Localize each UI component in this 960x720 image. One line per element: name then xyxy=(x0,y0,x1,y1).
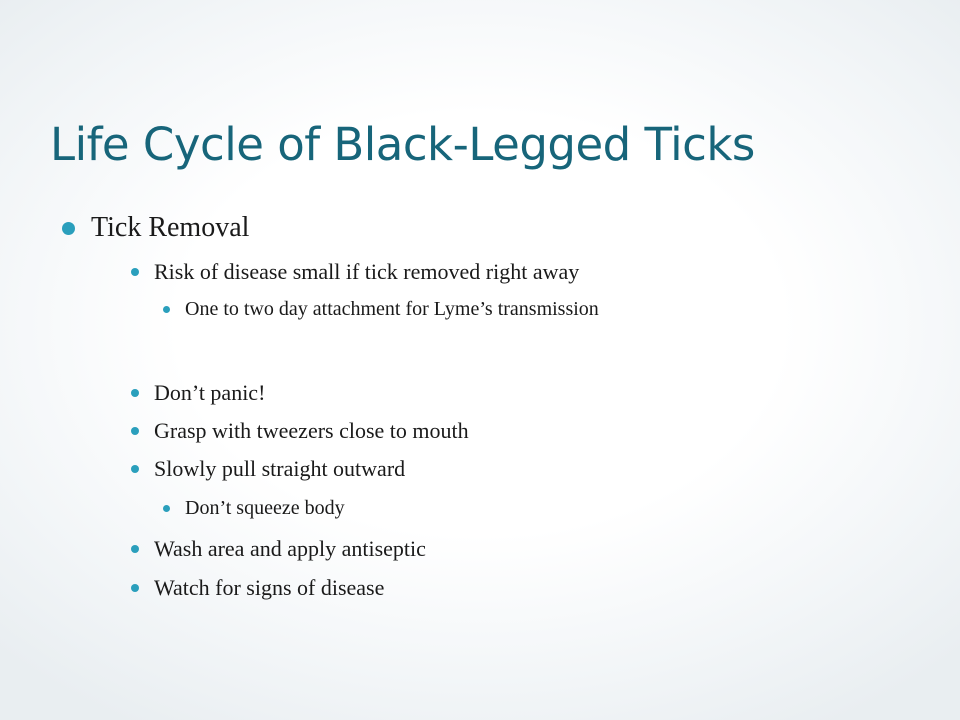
bullet-item xyxy=(163,298,599,321)
bullet-dot-icon xyxy=(131,427,139,435)
bullet-text: Tick Removal xyxy=(91,212,250,243)
bullet-item xyxy=(131,259,579,285)
bullet-dot-icon xyxy=(163,505,170,512)
bullet-text: One to two day attachment for Lyme’s transmission xyxy=(185,298,599,320)
bullet-dot-icon xyxy=(131,584,139,592)
bullet-text: Slowly pull straight outward xyxy=(154,456,406,481)
bullet-dot-icon xyxy=(131,545,139,553)
bullet-dot-icon xyxy=(131,389,139,397)
bullet-text: Watch for signs of disease xyxy=(154,575,385,600)
bullet-item xyxy=(131,418,469,444)
slide-title: Life Cycle of Black-Legged Ticks xyxy=(50,118,755,171)
bullet-dot-icon xyxy=(131,268,139,276)
bullet-text: Don’t squeeze body xyxy=(185,497,345,519)
bullet-dot-icon xyxy=(131,465,139,473)
bullet-item xyxy=(131,380,265,406)
bullet-item xyxy=(62,212,249,244)
bullet-text: Don’t panic! xyxy=(154,380,266,405)
bullet-text: Wash area and apply antiseptic xyxy=(154,536,426,561)
bullet-dot-icon xyxy=(62,222,75,235)
bullet-item xyxy=(131,536,426,562)
bullet-item xyxy=(163,497,345,520)
bullet-dot-icon xyxy=(163,306,170,313)
bullet-text: Risk of disease small if tick removed right away xyxy=(154,259,580,284)
bullet-item xyxy=(131,575,384,601)
bullet-text: Grasp with tweezers close to mouth xyxy=(154,418,469,443)
bullet-item xyxy=(131,456,405,482)
